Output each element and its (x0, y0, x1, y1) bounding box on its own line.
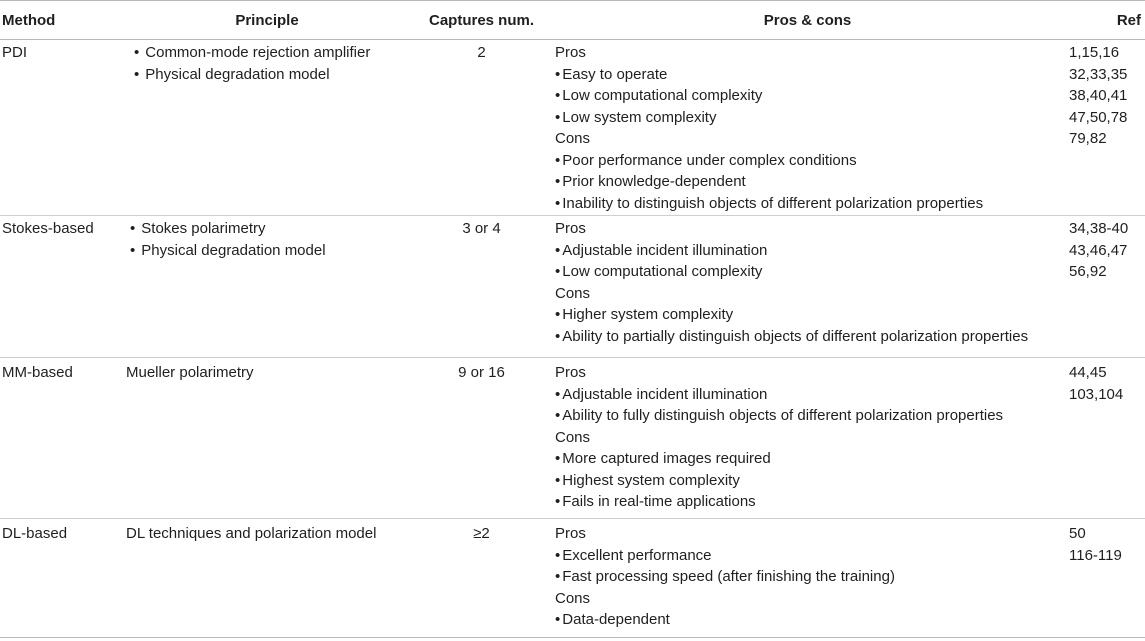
table-row-mm (0, 358, 1145, 519)
pros-cons-cell (555, 358, 1060, 519)
pros-cons-cell (555, 40, 1060, 216)
ref-line: 44,45 (1069, 364, 1107, 381)
cons-item: • Fails in real-time applications (555, 491, 1060, 513)
captures-cell: 2 (477, 44, 486, 61)
pros-item: • Low system complexity (555, 107, 1060, 129)
pros-label: Pros (555, 44, 586, 61)
ref-line: 116-119 (1069, 546, 1122, 564)
pros-label: Pros (555, 525, 586, 542)
header-captures: Captures num. (408, 1, 555, 40)
table-row-pdi (0, 40, 1145, 216)
principle-cell: DL techniques and polarization model (126, 525, 377, 542)
pros-item: • Low computational complexity (555, 85, 1060, 107)
cons-item: • Highest system complexity (555, 470, 1060, 492)
pros-label: Pros (555, 364, 586, 381)
cons-item: • Ability to partially distinguish objects of different polarization properties (555, 326, 1060, 348)
ref-line: 79,82 (1069, 130, 1107, 147)
header-method: Method (0, 1, 126, 40)
principle-item: • Physical degradation model (134, 64, 408, 86)
ref-cell (1060, 216, 1145, 358)
pros-cons-cell (555, 216, 1060, 358)
pros-item: • Adjustable incident illumination (555, 384, 1060, 406)
principle-list (126, 218, 408, 261)
header-row (0, 1, 1145, 40)
cons-item: • Prior knowledge-dependent (555, 171, 1060, 193)
captures-cell: 3 or 4 (462, 220, 501, 237)
principle-item: • Physical degradation model (130, 240, 408, 262)
table-row-dl (0, 519, 1145, 638)
cons-label: Cons (555, 589, 591, 607)
pros-item: • Ability to fully distinguish objects of different polarization properties (555, 405, 1060, 427)
table-body (0, 40, 1145, 638)
ref-line: 43,46,47 (1069, 241, 1128, 259)
ref-line: 38,40,41 (1069, 87, 1128, 104)
ref-line: 34,38-40 (1069, 220, 1129, 237)
cons-label: Cons (555, 428, 591, 446)
principle-cell (126, 216, 408, 358)
pros-item: • Adjustable incident illumination (555, 240, 1060, 262)
ref-cell (1060, 519, 1145, 638)
pros-cons-cell (555, 519, 1060, 638)
captures-cell: 9 or 16 (458, 364, 505, 381)
cons-item: • Data-dependent (555, 609, 1060, 631)
table-header (0, 1, 1145, 40)
pros-item: • Easy to operate (555, 64, 1060, 86)
method-cell: MM-based (2, 364, 73, 381)
pros-item: • Low computational complexity (555, 261, 1060, 283)
pros-item: • Fast processing speed (after finishing the training) (555, 566, 1060, 588)
table-row-stokes (0, 216, 1145, 358)
principle-list (126, 42, 408, 85)
cons-item: • Inability to distinguish objects of different polarization properties (555, 193, 1060, 215)
principle-cell: Mueller polarimetry (126, 364, 254, 381)
principle-item: • Common-mode rejection amplifier (134, 42, 408, 64)
header-pros-cons: Pros & cons (555, 1, 1060, 40)
header-ref: Ref (1060, 1, 1145, 40)
cons-item: • Poor performance under complex conditions (555, 150, 1060, 172)
cons-item: • More captured images required (555, 448, 1060, 470)
principle-item: • Stokes polarimetry (130, 218, 408, 240)
method-cell: DL-based (2, 525, 68, 542)
ref-line: 50 (1069, 525, 1086, 542)
cons-item: • Higher system complexity (555, 304, 1060, 326)
ref-line: 47,50,78 (1069, 108, 1128, 126)
cons-label: Cons (555, 130, 591, 147)
header-principle: Principle (126, 1, 408, 40)
ref-cell (1060, 40, 1145, 216)
ref-line: 103,104 (1069, 385, 1124, 403)
principle-cell (126, 40, 408, 216)
ref-line: 32,33,35 (1069, 65, 1128, 83)
method-cell: Stokes-based (2, 220, 94, 237)
ref-line: 1,15,16 (1069, 44, 1120, 61)
captures-cell: ≥2 (473, 525, 490, 542)
ref-line: 56,92 (1069, 263, 1107, 280)
method-cell: PDI (2, 44, 28, 61)
pros-label: Pros (555, 220, 586, 237)
cons-label: Cons (555, 284, 591, 302)
ref-cell (1060, 358, 1145, 519)
pros-item: • Excellent performance (555, 545, 1060, 567)
